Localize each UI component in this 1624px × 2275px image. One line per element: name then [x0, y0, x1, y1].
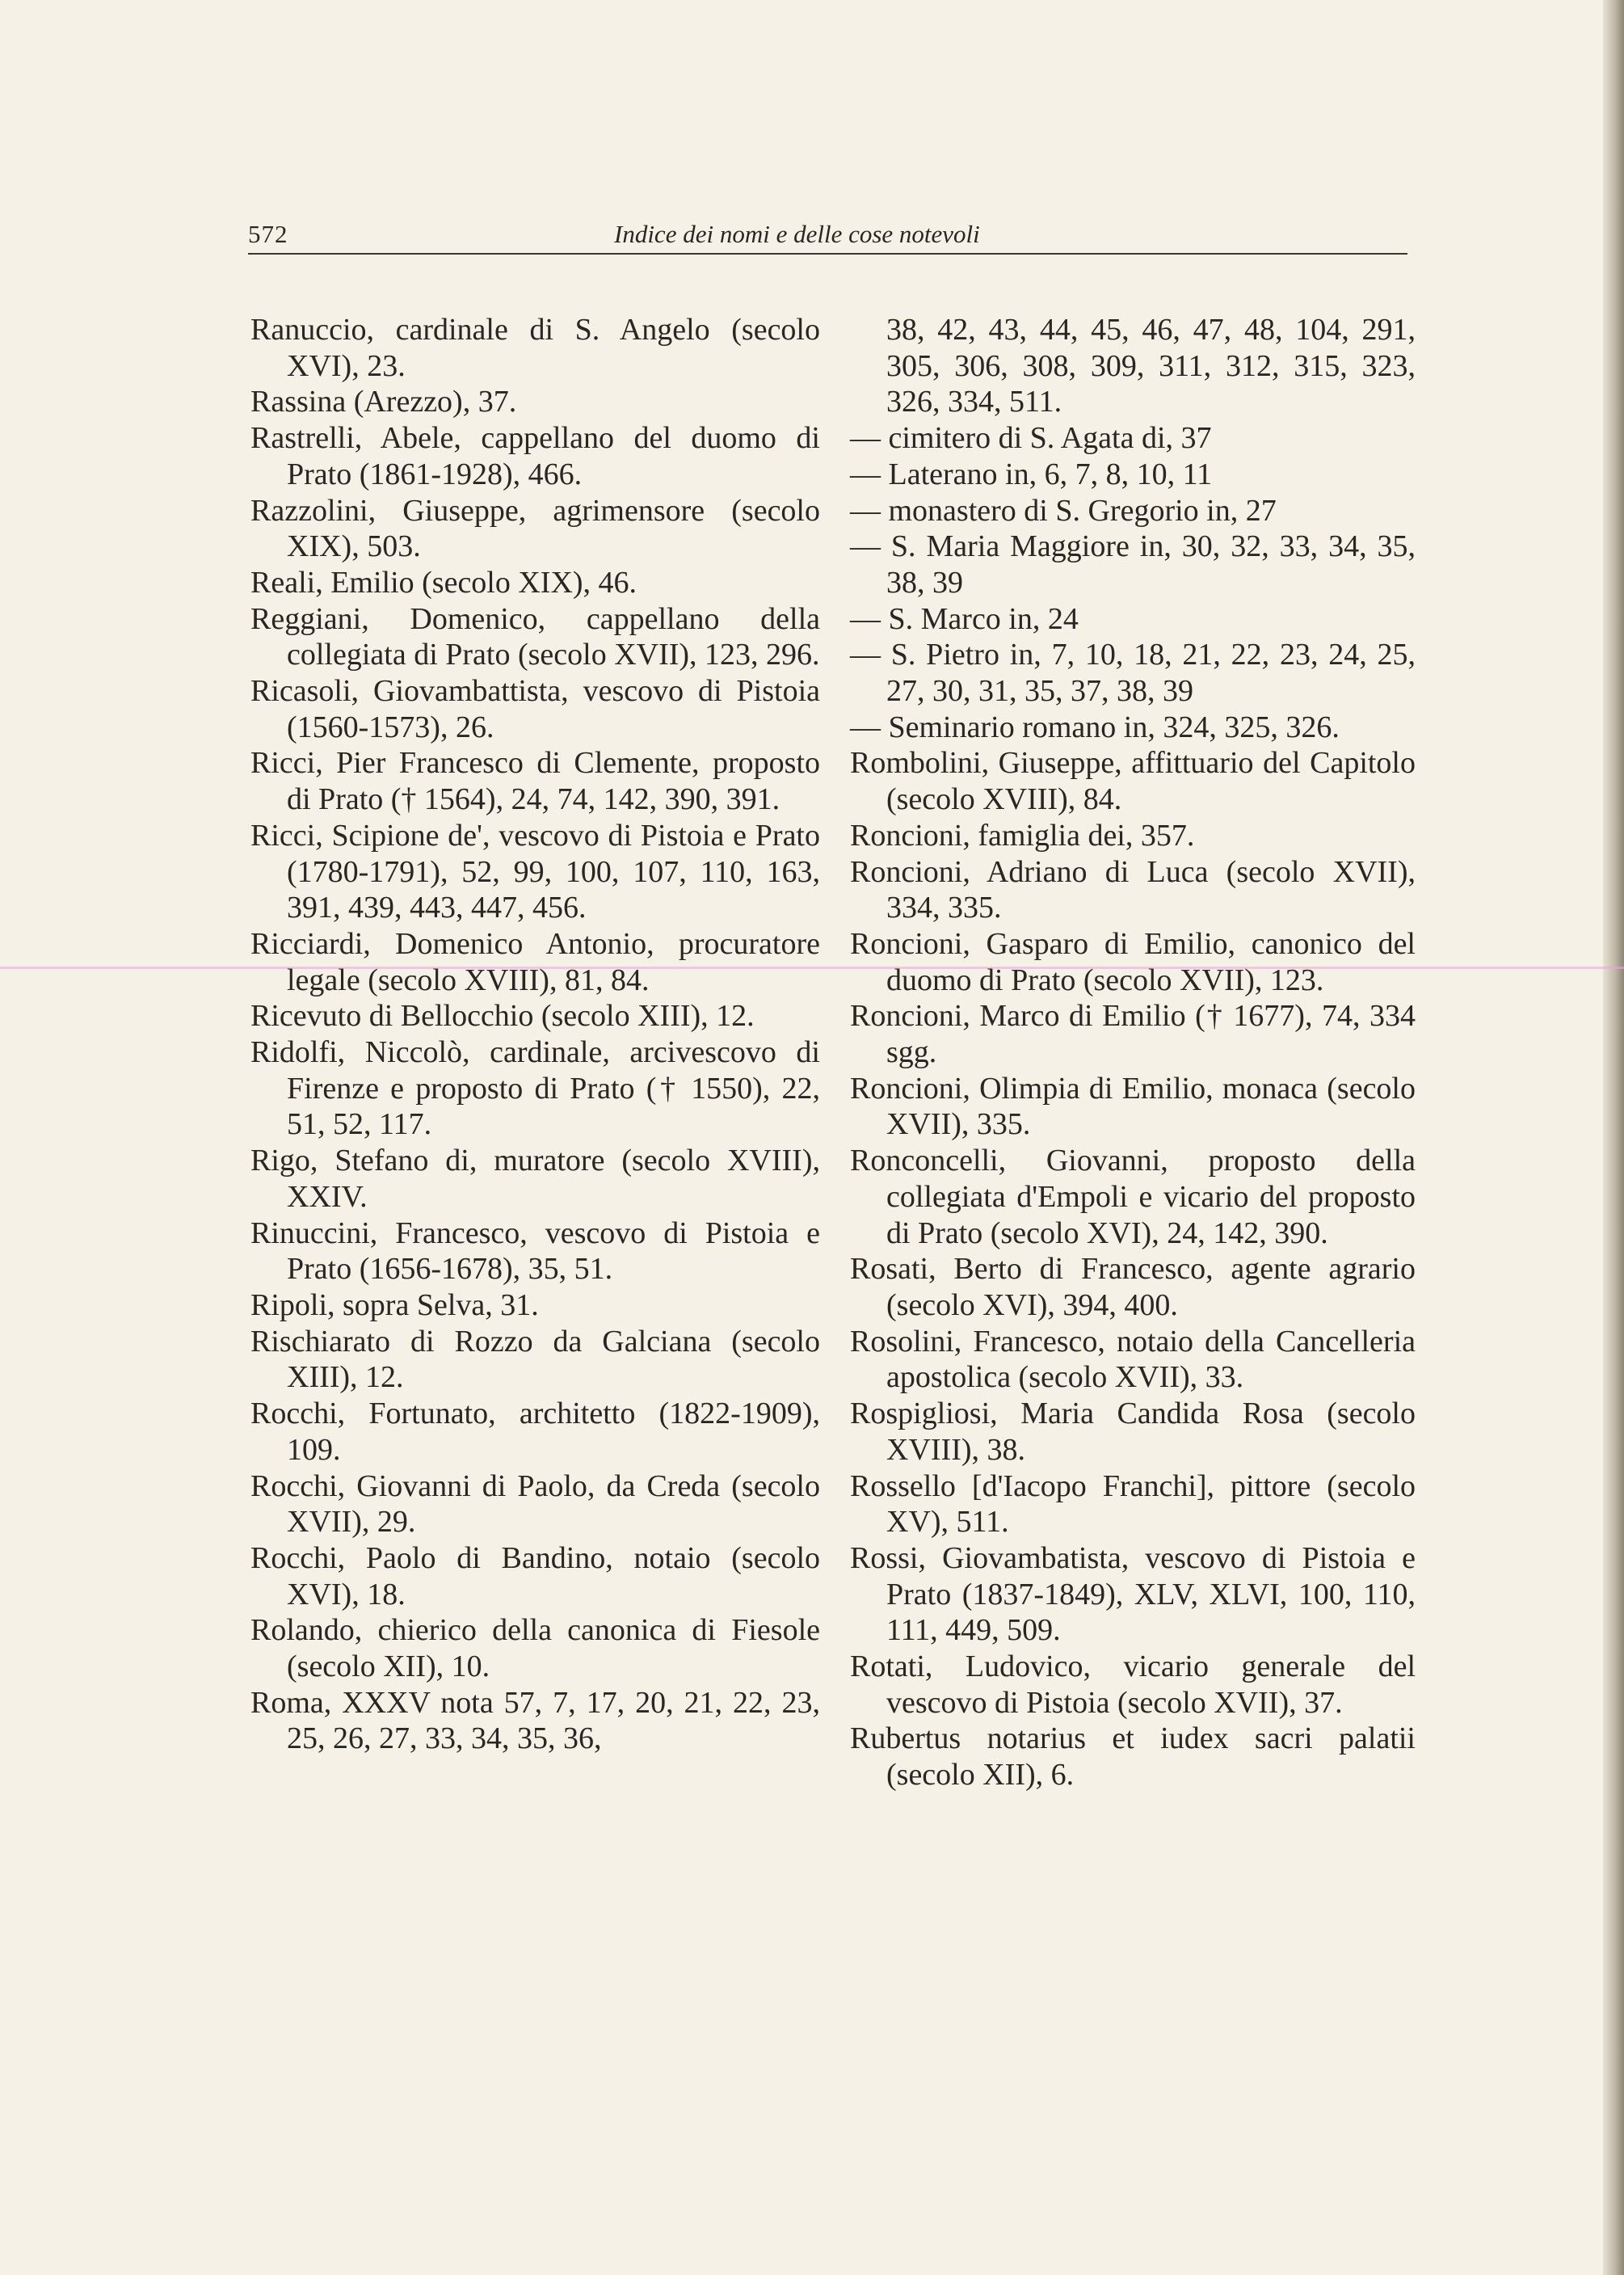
- index-entry: Rigo, Stefano di, muratore (secolo XVIII), XXIV.: [250, 1144, 820, 1214]
- index-entry: Ripoli, sopra Selva, 31.: [250, 1287, 539, 1322]
- index-entry: Reali, Emilio (secolo XIX), 46.: [250, 565, 637, 600]
- index-entry: Roncioni, famiglia dei, 357.: [850, 818, 1195, 853]
- index-entry: Rosolini, Francesco, notaio della Cancelleria apostolica (secolo XVII), 33.: [850, 1324, 1416, 1395]
- index-subentry: — Laterano in, 6, 7, 8, 10, 11: [850, 457, 1213, 491]
- index-subentry: — S. Pietro in, 7, 10, 18, 21, 22, 23, 24, 25, 27, 30, 31, 35, 37, 38, 39: [850, 638, 1416, 709]
- index-subentry: — S. Maria Maggiore in, 30, 32, 33, 34, 35, 38, 39: [850, 529, 1416, 600]
- index-entry: Roncioni, Adriano di Luca (secolo XVII), 334, 335.: [850, 854, 1416, 925]
- index-entry: Roma, XXXV nota 57, 7, 17, 20, 21, 22, 23, 25, 26, 27, 33, 34, 35, 36,: [250, 1685, 820, 1756]
- index-entry: Ridolfi, Niccolò, cardinale, arcivescovo di Firenze e proposto di Prato († 1550), 22, 51, 52, 117.: [250, 1035, 820, 1142]
- index-entry: Rinuccini, Francesco, vescovo di Pistoia e Prato (1656-1678), 35, 51.: [250, 1215, 820, 1287]
- index-entry: Rocchi, Giovanni di Paolo, da Creda (secolo XVII), 29.: [250, 1468, 820, 1540]
- index-entry: Rombolini, Giuseppe, affittuario del Capitolo (secolo XVIII), 84.: [850, 746, 1416, 817]
- index-entry: Rastrelli, Abele, cappellano del duomo di Prato (1861-1928), 466.: [250, 421, 820, 491]
- index-subentry: — cimitero di S. Agata di, 37: [850, 421, 1212, 456]
- header-rule: [248, 253, 1407, 255]
- index-entry: Ronconcelli, Giovanni, proposto della collegiata d'Empoli e vicario del proposto di Prato (secolo XVI), 24, 142, 390.: [850, 1144, 1416, 1250]
- index-entry: Rotati, Ludovico, vicario generale del vescovo di Pistoia (secolo XVII), 37.: [850, 1649, 1416, 1720]
- index-entry: Ricci, Scipione de', vescovo di Pistoia e Prato (1780-1791), 52, 99, 100, 107, 110, 163, 391, 439, 443, 447, 456.: [250, 818, 820, 925]
- index-entry: Rocchi, Paolo di Bandino, notaio (secolo XVI), 18.: [250, 1540, 820, 1611]
- running-title: Indice dei nomi e delle cose notevoli: [614, 220, 980, 248]
- index-entry: Ranuccio, cardinale di S. Angelo (secolo XVI), 23.: [250, 313, 820, 383]
- index-entry: Rolando, chierico della canonica di Fiesole (secolo XII), 10.: [250, 1613, 820, 1684]
- index-entry: Rassina (Arezzo), 37.: [250, 385, 517, 419]
- index-entry: Ricevuto di Bellocchio (secolo XIII), 12.: [250, 999, 755, 1034]
- page-edge: [1603, 0, 1624, 2275]
- index-subentry: — Seminario romano in, 324, 325, 326.: [850, 710, 1340, 744]
- index-entry: Roncioni, Gasparo di Emilio, canonico del duomo di Prato (secolo XVII), 123.: [850, 926, 1416, 997]
- index-subentry: — monastero di S. Gregorio in, 27: [850, 493, 1277, 528]
- index-entry: Ricci, Pier Francesco di Clemente, proposto di Prato († 1564), 24, 74, 142, 390, 391.: [250, 746, 820, 817]
- index-entry: Razzolini, Giuseppe, agrimensore (secolo XIX), 503.: [250, 493, 820, 564]
- index-entry: Roncioni, Marco di Emilio († 1677), 74, 334 sgg.: [850, 999, 1416, 1070]
- index-entry: Rossi, Giovambatista, vescovo di Pistoia e Prato (1837-1849), XLV, XLVI, 100, 110, 111, 449, 509.: [850, 1540, 1416, 1648]
- index-entry: Ricasoli, Giovambattista, vescovo di Pistoia (1560-1573), 26.: [250, 674, 820, 744]
- index-subentry: — S. Marco in, 24: [850, 601, 1079, 636]
- index-entry: Rubertus notarius et iudex sacri palatii (secolo XII), 6.: [850, 1721, 1416, 1793]
- page-number: 572: [248, 220, 288, 248]
- index-entry: Rosati, Berto di Francesco, agente agrario (secolo XVI), 394, 400.: [850, 1252, 1416, 1322]
- index-entry-continuation: 38, 42, 43, 44, 45, 46, 47, 48, 104, 291, 305, 306, 308, 309, 311, 312, 315, 323, 326, 334, 511.: [886, 313, 1416, 419]
- index-column-right: [850, 312, 1416, 1793]
- index-entry: Rischiarato di Rozzo da Galciana (secolo XIII), 12.: [250, 1324, 820, 1395]
- index-entry: Reggiani, Domenico, cappellano della collegiata di Prato (secolo XVII), 123, 296.: [250, 601, 820, 672]
- index-entry: Rocchi, Fortunato, architetto (1822-1909), 109.: [250, 1397, 820, 1467]
- index-entry: Roncioni, Olimpia di Emilio, monaca (secolo XVII), 335.: [850, 1071, 1416, 1142]
- index-entry: Rossello [d'Iacopo Franchi], pittore (secolo XV), 511.: [850, 1468, 1416, 1540]
- index-column-left: [250, 312, 820, 1757]
- index-entry: Rospigliosi, Maria Candida Rosa (secolo XVIII), 38.: [850, 1397, 1416, 1467]
- index-entry: Ricciardi, Domenico Antonio, procuratore legale (secolo XVIII), 81, 84.: [250, 926, 820, 997]
